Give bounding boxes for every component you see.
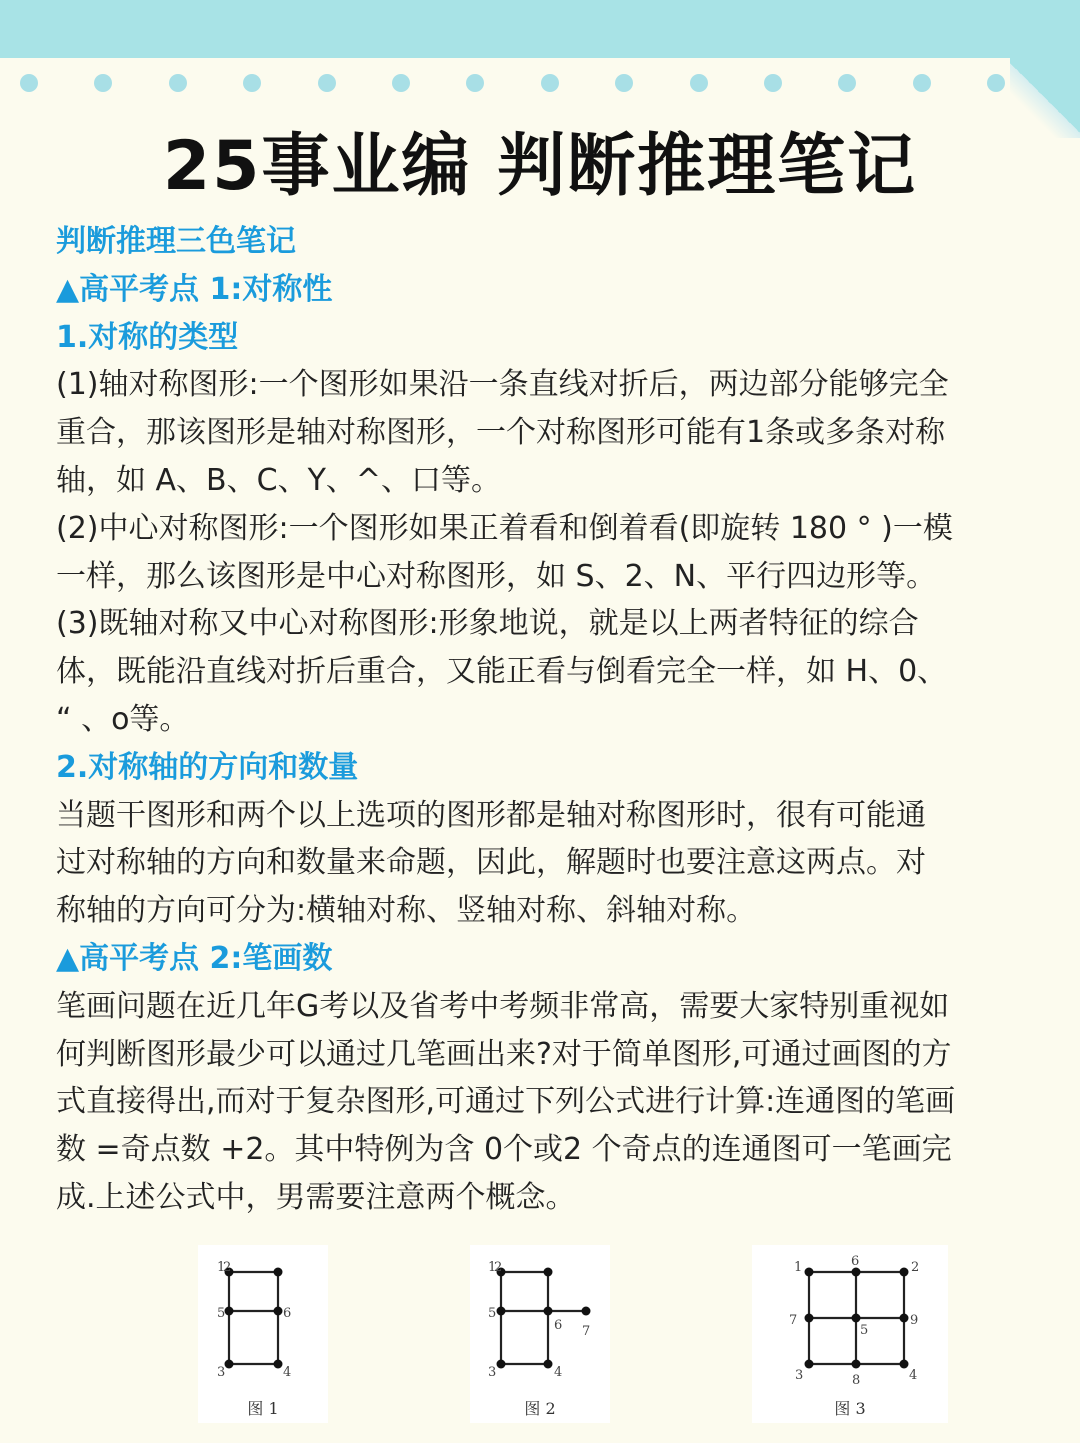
binder-hole [466,74,484,92]
paragraph-line: 成.上述公式中，男需要注意两个概念。 [56,1179,576,1215]
binder-holes [0,74,1080,98]
node-label: 1 [488,1260,497,1275]
binder-hole [838,74,856,92]
figure-2 [470,1245,610,1423]
node-label: 3 [488,1365,497,1380]
node-label: 7 [582,1324,591,1339]
paragraph-line: 过对称轴的方向和数量来命题，因此，解题时也要注意这两点。对 [56,845,926,881]
node-label: 5 [488,1306,497,1321]
node-label: 4 [909,1368,918,1383]
heading-point-2: ▲高平考点 2:笔画数 [56,940,333,976]
notes-content [56,218,1031,1222]
node-label: 5 [860,1323,869,1338]
figure-1-caption: 图 1 [247,1399,279,1418]
paragraph-line: 体，既能沿直线对折后重合，又能正看与倒看完全一样，如 H、0、 [56,654,948,690]
paragraph-line: 数 =奇点数 +2。其中特例为含 0个或2 个奇点的连通图可一笔画完 [56,1132,952,1168]
figures-row [0,1245,1080,1425]
node-label: 6 [851,1254,860,1269]
paragraph-line: 称轴的方向可分为:横轴对称、竖轴对称、斜轴对称。 [56,893,757,929]
paragraph-line: 轴，如 A、B、C、Y、^、口等。 [56,462,502,498]
binder-hole [20,74,38,92]
binder-hole [913,74,931,92]
figure-3 [752,1245,948,1423]
heading-point-1: ▲高平考点 1:对称性 [56,271,333,307]
paragraph-line: “ 、o等。 [56,701,190,737]
binder-hole [169,74,187,92]
paragraph-line: 笔画问题在近几年G考以及省考中考频非常高，需要大家特别重视如 [56,988,950,1024]
node-label: 2 [494,1260,503,1275]
binder-hole [243,74,261,92]
paragraph-line: 当题干图形和两个以上选项的图形都是轴对称图形时，很有可能通 [56,797,926,833]
binder-hole [392,74,410,92]
binder-hole [690,74,708,92]
paragraph-line: 重合，那该图形是轴对称图形，一个对称图形可能有1条或多条对称 [56,415,946,451]
node-label: 5 [217,1306,226,1321]
node-label: 2 [911,1260,920,1275]
binder-hole [94,74,112,92]
node-label: 8 [852,1373,861,1388]
paragraph-line: (3)既轴对称又中心对称图形:形象地说，就是以上两者特征的综合 [56,606,919,642]
node-label: 7 [789,1313,798,1328]
subheading-axis-direction: 2.对称轴的方向和数量 [56,749,359,785]
node-label: 3 [217,1365,226,1380]
node-label: 1 [794,1260,803,1275]
node-label: 2 [223,1260,232,1275]
binder-hole [987,74,1005,92]
paragraph-line: 式直接得出,而对于复杂图形,可通过下列公式进行计算:连通图的笔画 [56,1084,956,1120]
node-label: 6 [283,1306,292,1321]
page-title: 25事业编 判断推理笔记 [162,127,918,206]
heading-three-color-notes: 判断推理三色笔记 [56,224,296,259]
subheading-symmetry-types: 1.对称的类型 [56,319,239,355]
node-label: 4 [554,1365,563,1380]
paragraph-line: 何判断图形最少可以通过几笔画出来?对于简单图形,可通过画图的方 [56,1036,952,1072]
figure-3-caption: 图 3 [834,1399,866,1418]
node-label: 9 [910,1313,919,1328]
binder-hole [764,74,782,92]
binder-hole [541,74,559,92]
node-label: 4 [283,1365,292,1380]
paragraph-line: (1)轴对称图形:一个图形如果沿一条直线对折后，两边部分能够完全 [56,367,949,403]
node-label: 1 [217,1260,226,1275]
figure-2-caption: 图 2 [524,1399,556,1418]
figure-1 [198,1245,328,1423]
node-label: 6 [554,1318,563,1333]
node-label: 3 [795,1368,804,1383]
binder-hole [318,74,336,92]
paragraph-line: 一样，那么该图形是中心对称图形，如 S、2、N、平行四边形等。 [56,558,937,594]
paragraph-line: (2)中心对称图形:一个图形如果正着看和倒着看(即旋转 180 ° )一模 [56,510,953,546]
binder-hole [615,74,633,92]
